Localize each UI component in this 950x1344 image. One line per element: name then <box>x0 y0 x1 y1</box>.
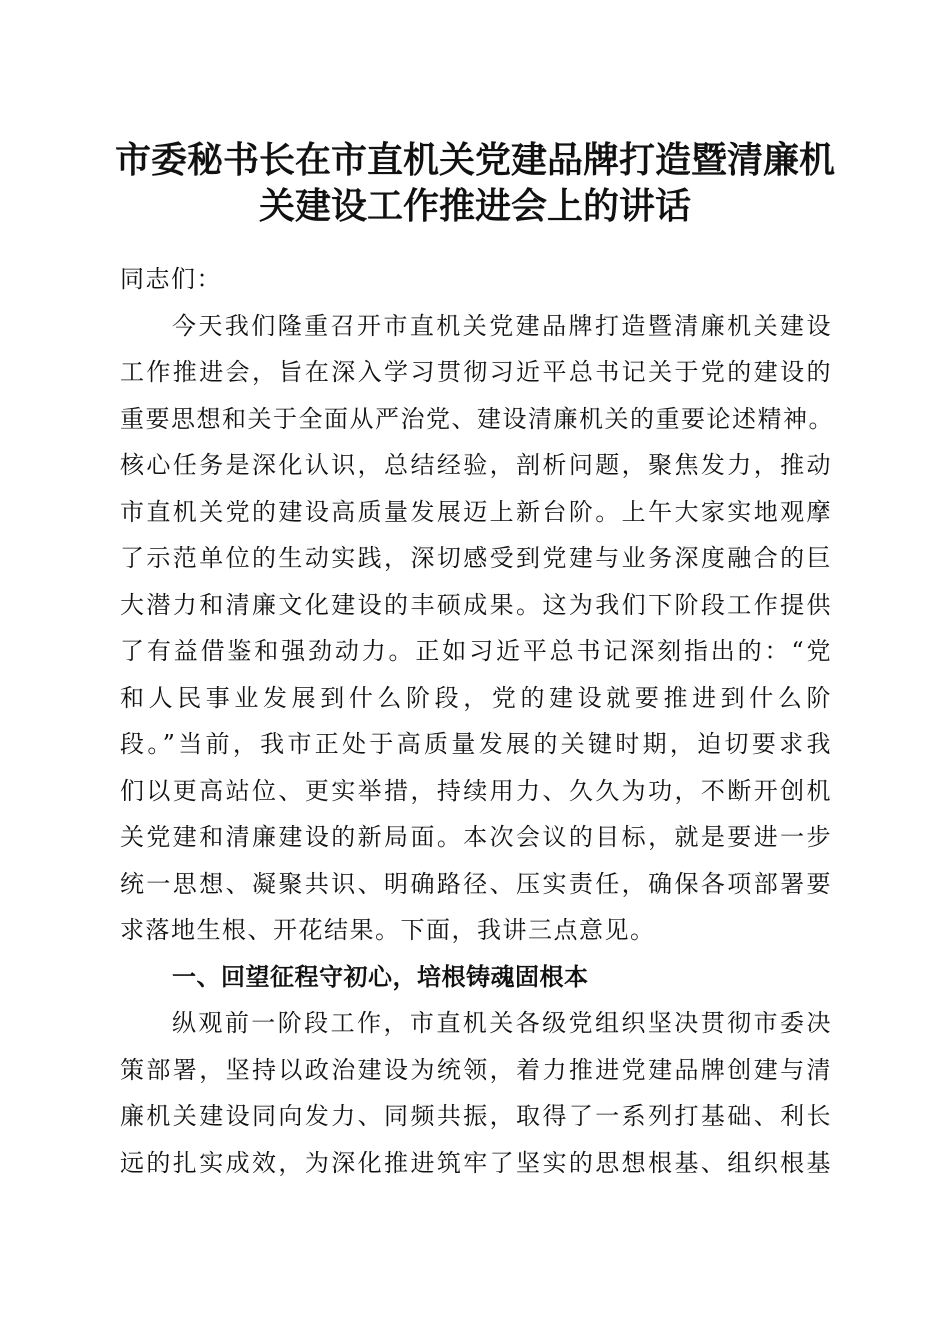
title-line-2: 关建设工作推进会上的讲话 <box>258 186 691 227</box>
paragraph-1-line: 重要思想和关于全面从严治党、建设清廉机关的重要论述精神。 <box>120 404 834 433</box>
paragraph-2 <box>120 1000 832 1186</box>
salutation: 同志们： <box>120 265 222 293</box>
section-1-heading: 一、回望征程守初心，培根铸魂固根本 <box>172 962 589 991</box>
title-line-1: 市委秘书长在市直机关党建品牌打造暨清廉机 <box>114 140 835 181</box>
paragraph-1-line: 了有益借鉴和强劲动力。正如习近平总书记深刻指出的：“党 <box>120 637 832 665</box>
paragraph-2-line: 纵观前一阶段工作，市直机关各级党组织坚决贯彻市委决 <box>172 1009 832 1037</box>
document-title <box>60 138 890 230</box>
paragraph-2-line: 廉机关建设同向发力、同频共振，取得了一系列打基础、利长 <box>120 1102 832 1130</box>
paragraph-1-line: 和人民事业发展到什么阶段，党的建设就要推进到什么阶 <box>120 683 832 712</box>
paragraph-1 <box>120 303 832 954</box>
paragraph-1-line: 了示范单位的生动实践，深切感受到党建与业务深度融合的巨 <box>120 544 832 572</box>
paragraph-1-line: 今天我们隆重召开市直机关党建品牌打造暨清廉机关建设 <box>172 311 832 340</box>
paragraph-2-line: 远的扎实成效，为深化推进筑牢了坚实的思想根基、组织根基 <box>120 1148 832 1177</box>
paragraph-1-line: 核心任务是深化认识，总结经验，剖析问题，聚焦发力，推动 <box>120 451 832 479</box>
paragraph-1-line: 们以更高站位、更实举措，持续用力、久久为功，不断开创机 <box>120 776 832 805</box>
paragraph-1-line: 市直机关党的建设高质量发展迈上新台阶。上午大家实地观摩 <box>120 497 832 526</box>
paragraph-1-line: 工作推进会，旨在深入学习贯彻习近平总书记关于党的建设的 <box>120 358 832 386</box>
paragraph-1-line: 关党建和清廉建设的新局面。本次会议的目标，就是要进一步 <box>120 823 832 851</box>
paragraph-1-line: 求落地生根、开花结果。下面，我讲三点意见。 <box>120 916 656 944</box>
paragraph-1-line: 大潜力和清廉文化建设的丰硕成果。这为我们下阶段工作提供 <box>120 590 832 619</box>
paragraph-1-line: 统一思想、凝聚共识、明确路径、压实责任，确保各项部署要 <box>120 869 832 898</box>
paragraph-1-line: 段。”当前，我市正处于高质量发展的关键时期，迫切要求我 <box>120 730 832 758</box>
paragraph-2-line: 策部署，坚持以政治建设为统领，着力推进党建品牌创建与清 <box>120 1055 832 1084</box>
document-body <box>120 256 832 1186</box>
